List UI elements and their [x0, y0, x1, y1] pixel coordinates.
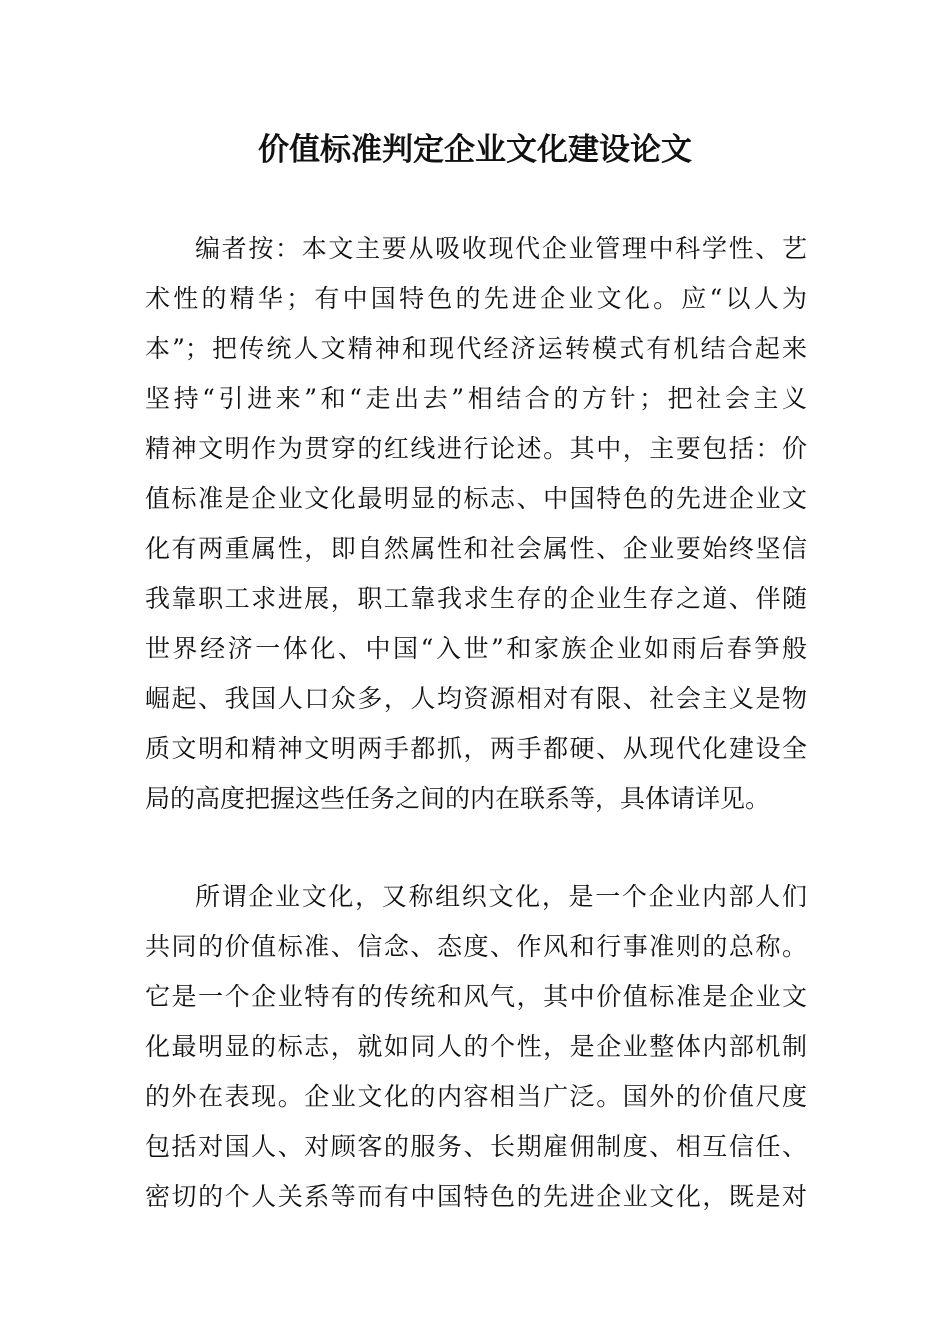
paragraph-line: 本”；把传统人文精神和现代经济运转模式有机结合起来 [145, 334, 807, 363]
paragraph-line: 世界经济一体化、中国“入世”和家族企业如雨后春笋般 [145, 634, 807, 663]
paragraph-editor-note [145, 224, 807, 824]
paragraph-line: 精神文明作为贯穿的红线进行论述。其中，主要包括：价 [145, 434, 807, 463]
paragraph-line: 值标准是企业文化最明显的标志、中国特色的先进企业文 [145, 484, 807, 513]
paragraph-line: 局的高度把握这些任务之间的内在联系等，具体请详见。 [145, 784, 771, 813]
paragraph-line: 崛起、我国人口众多，人均资源相对有限、社会主义是物 [145, 684, 807, 713]
paragraph-line: 坚持“引进来”和“走出去”相结合的方针；把社会主义 [145, 384, 807, 413]
paragraph-line: 包括对国人、对顾客的服务、长期雇佣制度、相互信任、 [145, 1132, 807, 1161]
paragraph-line: 化最明显的标志，就如同人的个性，是企业整体内部机制 [145, 1032, 807, 1061]
paragraph-body [145, 872, 807, 1222]
paragraph-line: 编者按：本文主要从吸收现代企业管理中科学性、艺 [195, 234, 807, 263]
paragraph-line: 密切的个人关系等而有中国特色的先进企业文化，既是对 [145, 1182, 807, 1211]
paragraph-line: 术性的精华；有中国特色的先进企业文化。应“以人为 [145, 284, 807, 313]
paragraph-line: 我靠职工求进展，职工靠我求生存的企业生存之道、伴随 [145, 584, 807, 613]
paragraph-line: 化有两重属性，即自然属性和社会属性、企业要始终坚信 [145, 534, 807, 563]
paragraph-line: 它是一个企业特有的传统和风气，其中价值标准是企业文 [145, 982, 807, 1011]
paragraph-line: 质文明和精神文明两手都抓，两手都硬、从现代化建设全 [145, 734, 807, 763]
paragraph-line: 所谓企业文化，又称组织文化，是一个企业内部人们 [195, 882, 807, 911]
paragraph-line: 的外在表现。企业文化的内容相当广泛。国外的价值尺度 [145, 1082, 807, 1111]
paragraph-line: 共同的价值标准、信念、态度、作风和行事准则的总称。 [145, 932, 807, 961]
document-title: 价值标准判定企业文化建设论文 [258, 132, 692, 168]
